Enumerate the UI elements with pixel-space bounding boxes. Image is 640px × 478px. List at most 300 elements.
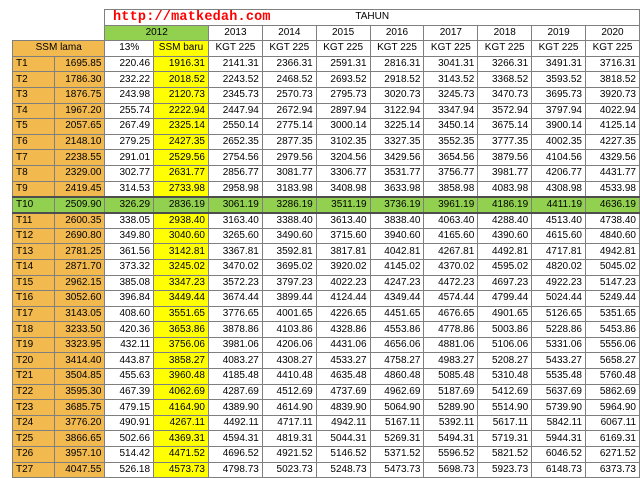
cell-year-salary: 3408.98 (316, 181, 370, 197)
column-header-percent: 13% (105, 41, 154, 57)
column-header-kgt: KGT 225 (370, 41, 424, 57)
table-row (13, 431, 640, 447)
cell-year-salary: 4574.44 (424, 291, 478, 307)
cell-year-salary: 3776.65 (208, 306, 262, 322)
cell-year-salary: 2897.94 (316, 103, 370, 119)
cell-year-salary: 3347.94 (424, 103, 478, 119)
cell-percent: 432.11 (105, 337, 154, 353)
header-row-columns (13, 41, 640, 57)
cell-year-salary: 4922.23 (532, 275, 586, 291)
table-row (13, 197, 640, 213)
cell-ssm-lama: 1876.75 (55, 87, 105, 103)
cell-year-salary: 5023.73 (262, 462, 316, 478)
cell-year-salary: 4492.11 (208, 415, 262, 431)
cell-year-salary: 2468.52 (262, 72, 316, 88)
cell-percent: 279.25 (105, 134, 154, 150)
cell-year-salary: 5392.11 (424, 415, 478, 431)
column-header-kgt: KGT 225 (316, 41, 370, 57)
cell-ssm-lama: 3052.60 (55, 291, 105, 307)
cell-year-salary: 6046.52 (532, 447, 586, 463)
cell-year-salary: 3306.77 (316, 165, 370, 181)
cell-year-salary: 3020.73 (370, 87, 424, 103)
cell-year-salary: 3592.81 (262, 244, 316, 260)
header-row-tahun (13, 10, 640, 26)
cell-percent: 479.15 (105, 400, 154, 416)
cell-year-salary: 4124.44 (316, 291, 370, 307)
column-header-kgt: KGT 225 (586, 41, 640, 57)
cell-year-salary: 2550.14 (208, 119, 262, 135)
cell-year-salary: 4738.40 (586, 213, 640, 229)
cell-year-salary: 2693.52 (316, 72, 370, 88)
cell-year-salary: 3429.56 (370, 150, 424, 166)
cell-year-salary: 4288.40 (478, 213, 532, 229)
cell-year-salary: 4839.90 (316, 400, 370, 416)
cell-year-salary: 5310.48 (478, 369, 532, 385)
cell-percent: 373.32 (105, 259, 154, 275)
cell-ssm-lama: 1695.85 (55, 56, 105, 72)
cell-year-salary: 5351.65 (586, 306, 640, 322)
cell-year-salary: 4206.06 (262, 337, 316, 353)
cell-ssm-baru: 4369.31 (154, 431, 209, 447)
cell-year-salary: 5514.90 (478, 400, 532, 416)
table-row (13, 165, 640, 181)
cell-year-salary: 4145.02 (370, 259, 424, 275)
table-row (13, 306, 640, 322)
cell-year-salary: 4472.23 (424, 275, 478, 291)
cell-year-salary: 3613.40 (316, 213, 370, 229)
row-grade-label: T14 (13, 259, 55, 275)
cell-year-salary: 4615.60 (532, 228, 586, 244)
cell-year-salary: 4267.81 (424, 244, 478, 260)
cell-year-salary: 4778.86 (424, 322, 478, 338)
row-grade-label: T4 (13, 103, 55, 119)
cell-ssm-baru: 3040.60 (154, 228, 209, 244)
cell-ssm-lama: 2329.00 (55, 165, 105, 181)
cell-percent: 338.05 (105, 213, 154, 229)
cell-year-salary: 6271.52 (586, 447, 640, 463)
header-year: 2015 (316, 25, 370, 41)
cell-percent: 502.66 (105, 431, 154, 447)
cell-year-salary: 2345.73 (208, 87, 262, 103)
cell-ssm-baru: 2325.14 (154, 119, 209, 135)
cell-percent: 267.49 (105, 119, 154, 135)
table-row (13, 337, 640, 353)
cell-year-salary: 3368.52 (478, 72, 532, 88)
cell-year-salary: 5923.73 (478, 462, 532, 478)
cell-percent: 302.77 (105, 165, 154, 181)
cell-ssm-lama: 3143.05 (55, 306, 105, 322)
cell-year-salary: 5821.52 (478, 447, 532, 463)
cell-ssm-baru: 3653.86 (154, 322, 209, 338)
cell-ssm-lama: 3866.65 (55, 431, 105, 447)
column-header-ssm-baru: SSM baru (154, 41, 209, 57)
cell-year-salary: 3818.52 (586, 72, 640, 88)
cell-year-salary: 4308.27 (262, 353, 316, 369)
table-row (13, 244, 640, 260)
table-row (13, 134, 640, 150)
cell-year-salary: 3122.94 (370, 103, 424, 119)
table-row (13, 72, 640, 88)
cell-year-salary: 3981.77 (478, 165, 532, 181)
cell-year-salary: 4411.19 (532, 197, 586, 213)
cell-year-salary: 2877.35 (262, 134, 316, 150)
cell-year-salary: 3674.44 (208, 291, 262, 307)
cell-year-salary: 3715.60 (316, 228, 370, 244)
cell-year-salary: 4083.27 (208, 353, 262, 369)
cell-year-salary: 4737.69 (316, 384, 370, 400)
cell-year-salary: 4798.73 (208, 462, 262, 478)
cell-percent: 455.63 (105, 369, 154, 385)
cell-year-salary: 5760.48 (586, 369, 640, 385)
cell-year-salary: 5146.52 (316, 447, 370, 463)
salary-table-container (12, 9, 640, 478)
cell-year-salary: 3797.23 (262, 275, 316, 291)
cell-year-salary: 4083.98 (478, 181, 532, 197)
cell-percent: 349.80 (105, 228, 154, 244)
cell-ssm-lama: 3685.75 (55, 400, 105, 416)
cell-year-salary: 5473.73 (370, 462, 424, 478)
row-grade-label: T6 (13, 134, 55, 150)
cell-year-salary: 5739.90 (532, 400, 586, 416)
cell-year-salary: 3061.19 (208, 197, 262, 213)
cell-year-salary: 4308.98 (532, 181, 586, 197)
cell-ssm-baru: 3551.65 (154, 306, 209, 322)
cell-ssm-lama: 2690.80 (55, 228, 105, 244)
cell-ssm-baru: 2733.98 (154, 181, 209, 197)
cell-year-salary: 3736.19 (370, 197, 424, 213)
cell-year-salary: 4022.94 (586, 103, 640, 119)
cell-year-salary: 5269.31 (370, 431, 424, 447)
row-grade-label: T8 (13, 165, 55, 181)
table-row (13, 353, 640, 369)
cell-year-salary: 3470.02 (208, 259, 262, 275)
cell-year-salary: 3899.44 (262, 291, 316, 307)
cell-year-salary: 5187.69 (424, 384, 478, 400)
row-grade-label: T23 (13, 400, 55, 416)
cell-year-salary: 3491.31 (532, 56, 586, 72)
cell-year-salary: 5003.86 (478, 322, 532, 338)
cell-year-salary: 5556.06 (586, 337, 640, 353)
cell-year-salary: 3797.94 (532, 103, 586, 119)
table-row (13, 119, 640, 135)
cell-percent: 314.53 (105, 181, 154, 197)
row-grade-label: T2 (13, 72, 55, 88)
cell-year-salary: 3041.31 (424, 56, 478, 72)
cell-ssm-baru: 2938.40 (154, 213, 209, 229)
cell-year-salary: 3265.60 (208, 228, 262, 244)
cell-year-salary: 4451.65 (370, 306, 424, 322)
cell-year-salary: 4614.90 (262, 400, 316, 416)
cell-year-salary: 5064.90 (370, 400, 424, 416)
cell-year-salary: 4002.35 (532, 134, 586, 150)
cell-year-salary: 5535.48 (532, 369, 586, 385)
cell-year-salary: 2958.98 (208, 181, 262, 197)
cell-year-salary: 2366.31 (262, 56, 316, 72)
cell-ssm-lama: 2419.45 (55, 181, 105, 197)
cell-year-salary: 2816.31 (370, 56, 424, 72)
cell-year-salary: 2447.94 (208, 103, 262, 119)
cell-year-salary: 3000.14 (316, 119, 370, 135)
cell-year-salary: 4676.65 (424, 306, 478, 322)
column-header-kgt: KGT 225 (478, 41, 532, 57)
cell-ssm-lama: 3595.30 (55, 384, 105, 400)
watermark-url: http://matkedah.com (113, 10, 271, 25)
cell-year-salary: 3695.02 (262, 259, 316, 275)
cell-year-salary: 3981.06 (208, 337, 262, 353)
cell-year-salary: 4820.02 (532, 259, 586, 275)
row-grade-label: T17 (13, 306, 55, 322)
cell-ssm-lama: 2148.10 (55, 134, 105, 150)
cell-year-salary: 5842.11 (532, 415, 586, 431)
cell-ssm-baru: 2427.35 (154, 134, 209, 150)
row-grade-label: T16 (13, 291, 55, 307)
row-grade-label: T27 (13, 462, 55, 478)
cell-year-salary: 4962.69 (370, 384, 424, 400)
table-row (13, 275, 640, 291)
cell-year-salary: 2856.77 (208, 165, 262, 181)
table-row (13, 259, 640, 275)
cell-ssm-lama: 3504.85 (55, 369, 105, 385)
row-grade-label: T9 (13, 181, 55, 197)
cell-year-salary: 3327.35 (370, 134, 424, 150)
header-year-2012: 2012 (105, 25, 209, 41)
column-header-kgt: KGT 225 (262, 41, 316, 57)
row-grade-label: T12 (13, 228, 55, 244)
cell-year-salary: 4206.77 (532, 165, 586, 181)
cell-year-salary: 5412.69 (478, 384, 532, 400)
cell-percent: 326.29 (105, 197, 154, 213)
cell-year-salary: 3593.52 (532, 72, 586, 88)
cell-year-salary: 4329.56 (586, 150, 640, 166)
cell-year-salary: 3081.77 (262, 165, 316, 181)
table-row (13, 291, 640, 307)
cell-percent: 526.18 (105, 462, 154, 478)
cell-year-salary: 4513.40 (532, 213, 586, 229)
column-header-kgt: KGT 225 (424, 41, 478, 57)
cell-year-salary: 4860.48 (370, 369, 424, 385)
cell-year-salary: 3879.56 (478, 150, 532, 166)
cell-ssm-baru: 3347.23 (154, 275, 209, 291)
table-row (13, 103, 640, 119)
cell-year-salary: 2754.56 (208, 150, 262, 166)
cell-percent: 514.42 (105, 447, 154, 463)
cell-ssm-lama: 2509.90 (55, 197, 105, 213)
cell-year-salary: 5289.90 (424, 400, 478, 416)
header-year: 2013 (208, 25, 262, 41)
cell-ssm-baru: 3960.48 (154, 369, 209, 385)
cell-year-salary: 4901.65 (478, 306, 532, 322)
cell-percent: 396.84 (105, 291, 154, 307)
cell-year-salary: 3388.40 (262, 213, 316, 229)
cell-year-salary: 5494.31 (424, 431, 478, 447)
cell-year-salary: 4022.23 (316, 275, 370, 291)
cell-percent: 443.87 (105, 353, 154, 369)
cell-year-salary: 2918.52 (370, 72, 424, 88)
cell-ssm-lama: 2781.25 (55, 244, 105, 260)
cell-year-salary: 2652.35 (208, 134, 262, 150)
cell-year-salary: 3450.14 (424, 119, 478, 135)
cell-year-salary: 3183.98 (262, 181, 316, 197)
cell-year-salary: 3572.23 (208, 275, 262, 291)
row-grade-label: T26 (13, 447, 55, 463)
row-grade-label: T7 (13, 150, 55, 166)
cell-year-salary: 4328.86 (316, 322, 370, 338)
table-row (13, 384, 640, 400)
row-grade-label: T18 (13, 322, 55, 338)
cell-percent: 232.22 (105, 72, 154, 88)
row-grade-label: T3 (13, 87, 55, 103)
cell-year-salary: 3858.98 (424, 181, 478, 197)
cell-year-salary: 4103.86 (262, 322, 316, 338)
cell-year-salary: 4042.81 (370, 244, 424, 260)
cell-year-salary: 3163.40 (208, 213, 262, 229)
cell-ssm-lama: 2057.65 (55, 119, 105, 135)
table-row (13, 87, 640, 103)
cell-year-salary: 5228.86 (532, 322, 586, 338)
cell-year-salary: 4104.56 (532, 150, 586, 166)
header-year: 2016 (370, 25, 424, 41)
cell-ssm-baru: 4573.73 (154, 462, 209, 478)
cell-year-salary: 2570.73 (262, 87, 316, 103)
header-year: 2020 (586, 25, 640, 41)
cell-year-salary: 5167.11 (370, 415, 424, 431)
cell-ssm-baru: 2120.73 (154, 87, 209, 103)
cell-ssm-baru: 3756.06 (154, 337, 209, 353)
cell-ssm-baru: 1916.31 (154, 56, 209, 72)
cell-year-salary: 4431.77 (586, 165, 640, 181)
cell-year-salary: 3695.73 (532, 87, 586, 103)
cell-percent: 255.74 (105, 103, 154, 119)
cell-year-salary: 5371.52 (370, 447, 424, 463)
header-year: 2018 (478, 25, 532, 41)
header-tahun: TAHUN (105, 10, 640, 26)
cell-year-salary: 4799.44 (478, 291, 532, 307)
cell-year-salary: 3817.81 (316, 244, 370, 260)
cell-year-salary: 4226.65 (316, 306, 370, 322)
cell-year-salary: 3654.56 (424, 150, 478, 166)
cell-year-salary: 5964.90 (586, 400, 640, 416)
row-grade-label: T11 (13, 213, 55, 229)
salary-table (12, 9, 640, 478)
table-row (13, 369, 640, 385)
cell-year-salary: 3961.19 (424, 197, 478, 213)
cell-year-salary: 3225.14 (370, 119, 424, 135)
cell-year-salary: 3777.35 (478, 134, 532, 150)
cell-year-salary: 3102.35 (316, 134, 370, 150)
cell-ssm-baru: 3142.81 (154, 244, 209, 260)
cell-year-salary: 3920.02 (316, 259, 370, 275)
row-grade-label: T15 (13, 275, 55, 291)
table-row (13, 415, 640, 431)
cell-ssm-baru: 4267.11 (154, 415, 209, 431)
cell-year-salary: 4594.31 (208, 431, 262, 447)
header-blank (13, 10, 105, 26)
cell-year-salary: 4512.69 (262, 384, 316, 400)
cell-ssm-lama: 3957.10 (55, 447, 105, 463)
cell-year-salary: 3900.14 (532, 119, 586, 135)
cell-ssm-baru: 2631.77 (154, 165, 209, 181)
header-blank-2 (13, 25, 105, 41)
table-row (13, 181, 640, 197)
header-year: 2019 (532, 25, 586, 41)
cell-year-salary: 5617.11 (478, 415, 532, 431)
cell-ssm-lama: 3323.95 (55, 337, 105, 353)
cell-year-salary: 5044.31 (316, 431, 370, 447)
table-row (13, 150, 640, 166)
cell-year-salary: 4533.27 (316, 353, 370, 369)
cell-year-salary: 4983.27 (424, 353, 478, 369)
column-header-kgt: KGT 225 (208, 41, 262, 57)
cell-year-salary: 5433.27 (532, 353, 586, 369)
cell-ssm-baru: 2222.94 (154, 103, 209, 119)
cell-year-salary: 5106.06 (478, 337, 532, 353)
cell-year-salary: 3940.60 (370, 228, 424, 244)
cell-percent: 220.46 (105, 56, 154, 72)
cell-year-salary: 2775.14 (262, 119, 316, 135)
row-grade-label: T24 (13, 415, 55, 431)
cell-year-salary: 6067.11 (586, 415, 640, 431)
cell-year-salary: 4553.86 (370, 322, 424, 338)
cell-year-salary: 4390.60 (478, 228, 532, 244)
cell-year-salary: 3878.86 (208, 322, 262, 338)
cell-year-salary: 5147.23 (586, 275, 640, 291)
row-grade-label: T5 (13, 119, 55, 135)
cell-year-salary: 6169.31 (586, 431, 640, 447)
cell-ssm-baru: 2018.52 (154, 72, 209, 88)
cell-year-salary: 5862.69 (586, 384, 640, 400)
row-grade-label: T19 (13, 337, 55, 353)
cell-year-salary: 3490.60 (262, 228, 316, 244)
cell-year-salary: 3245.73 (424, 87, 478, 103)
cell-percent: 385.08 (105, 275, 154, 291)
cell-year-salary: 5331.06 (532, 337, 586, 353)
cell-year-salary: 5658.27 (586, 353, 640, 369)
cell-percent: 408.60 (105, 306, 154, 322)
cell-year-salary: 4696.52 (208, 447, 262, 463)
header-row-years (13, 25, 640, 41)
cell-year-salary: 4697.23 (478, 275, 532, 291)
cell-year-salary: 3920.73 (586, 87, 640, 103)
cell-year-salary: 3204.56 (316, 150, 370, 166)
cell-percent: 420.36 (105, 322, 154, 338)
cell-year-salary: 4656.06 (370, 337, 424, 353)
cell-year-salary: 4247.23 (370, 275, 424, 291)
cell-year-salary: 4717.11 (262, 415, 316, 431)
cell-year-salary: 3675.14 (478, 119, 532, 135)
header-year: 2017 (424, 25, 478, 41)
cell-year-salary: 2243.52 (208, 72, 262, 88)
cell-percent: 467.39 (105, 384, 154, 400)
table-row (13, 400, 640, 416)
table-row (13, 462, 640, 478)
cell-year-salary: 2795.73 (316, 87, 370, 103)
cell-year-salary: 5248.73 (316, 462, 370, 478)
cell-year-salary: 5045.02 (586, 259, 640, 275)
row-grade-label: T25 (13, 431, 55, 447)
cell-year-salary: 4227.35 (586, 134, 640, 150)
cell-ssm-baru: 4471.52 (154, 447, 209, 463)
cell-ssm-lama: 2871.70 (55, 259, 105, 275)
cell-year-salary: 2591.31 (316, 56, 370, 72)
cell-year-salary: 3286.19 (262, 197, 316, 213)
cell-year-salary: 3143.52 (424, 72, 478, 88)
cell-year-salary: 3511.19 (316, 197, 370, 213)
column-header-ssm-lama: SSM lama (13, 41, 105, 57)
cell-year-salary: 4389.90 (208, 400, 262, 416)
cell-ssm-baru: 4062.69 (154, 384, 209, 400)
cell-percent: 490.91 (105, 415, 154, 431)
cell-year-salary: 4287.69 (208, 384, 262, 400)
